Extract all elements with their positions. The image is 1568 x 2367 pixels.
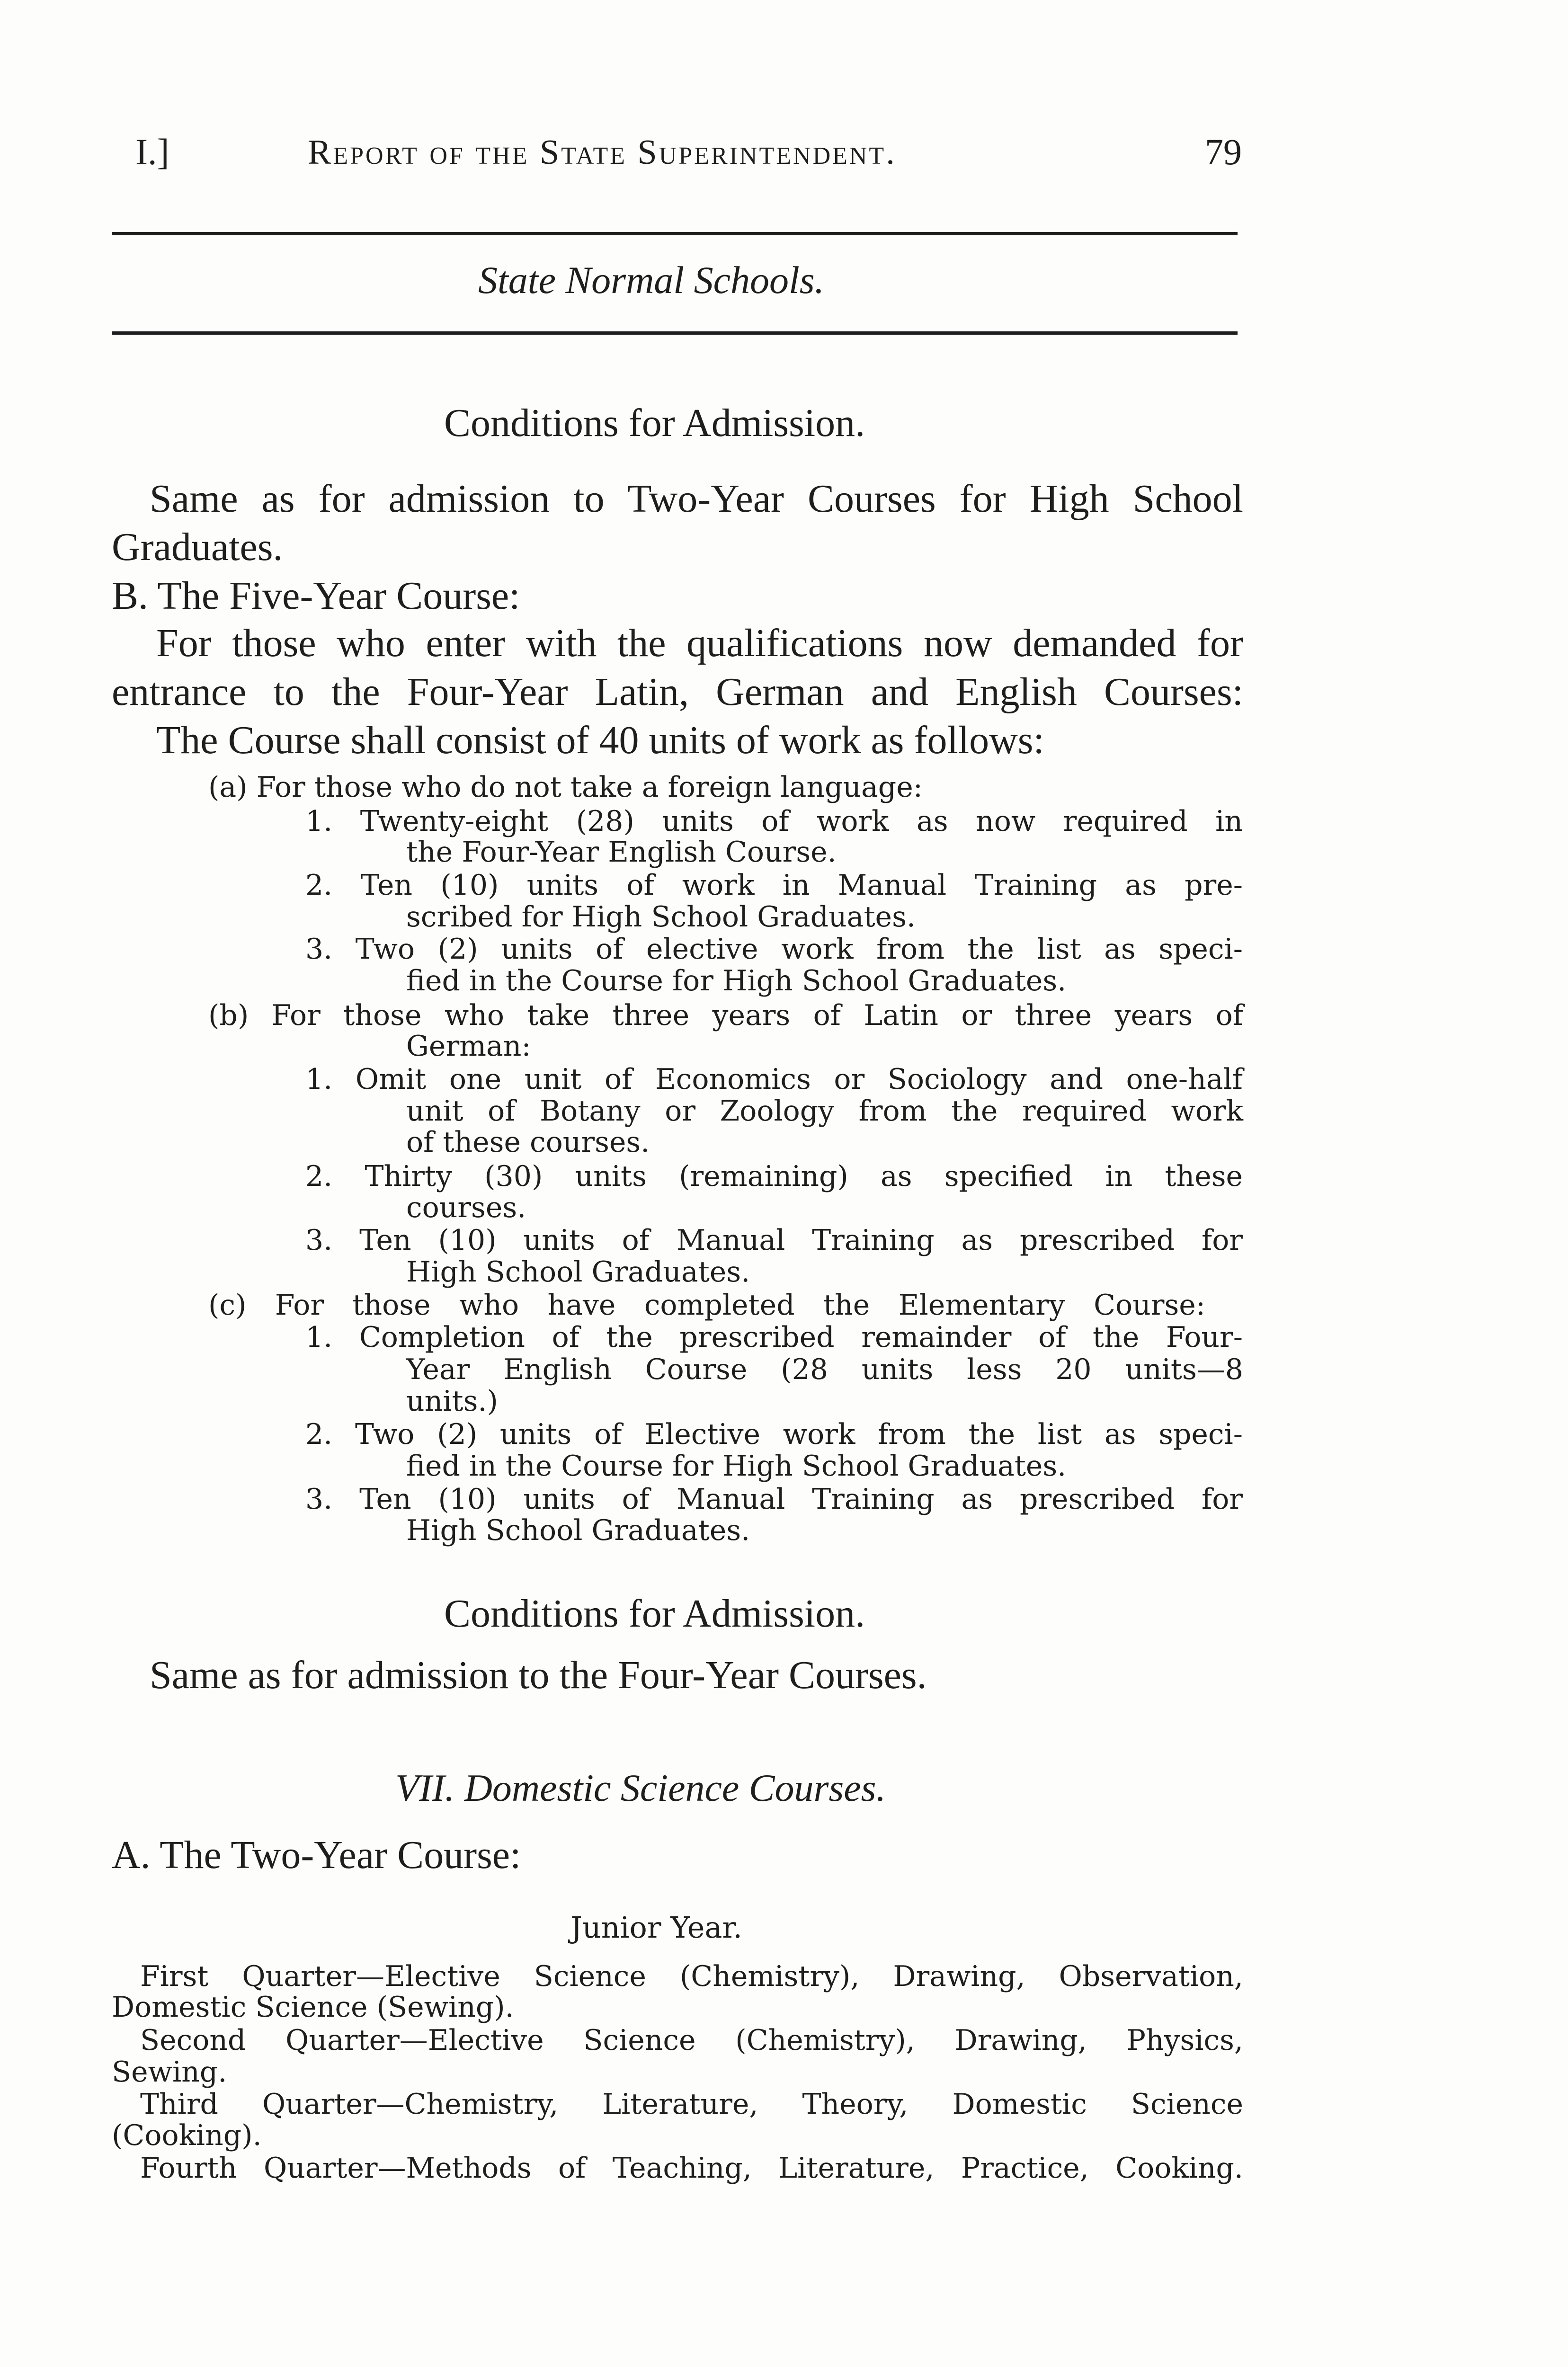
admission-text-1-line1: Same as for admission to Two-Year Courses for High School (150, 477, 1243, 521)
item-a-line: (a) For those who do not take a foreign language: (208, 771, 923, 804)
item-b-line2: German: (406, 1030, 531, 1063)
five-year-intro-line1: For those who enter with the qualifications now demanded for (156, 621, 1243, 665)
item-a-2-line2: scribed for High School Graduates. (406, 900, 916, 934)
five-year-consist: The Course shall consist of 40 units of work as follows: (156, 718, 1044, 762)
junior-year-heading: Junior Year. (570, 1910, 742, 1945)
item-c-3-line1: 3. Ten (10) units of Manual Training as prescribed for (305, 1483, 1243, 1516)
admission-heading-2: Conditions for Admission. (444, 1592, 865, 1636)
third-quarter-line2: (Cooking). (112, 2119, 262, 2152)
header-rule-top (112, 232, 1238, 235)
item-c-3-line2: High School Graduates. (406, 1514, 750, 1547)
item-a-1-line1: 1. Twenty-eight (28) units of work as now required in (305, 805, 1243, 838)
second-quarter-line2: Sewing. (112, 2056, 227, 2089)
admission-text-2: Same as for admission to the Four-Year Courses. (150, 1653, 927, 1697)
first-quarter-line1: First Quarter—Elective Science (Chemistry), Drawing, Observation, (140, 1960, 1243, 1993)
five-year-intro-line2: entrance to the Four-Year Latin, German and English Courses: (112, 670, 1243, 714)
item-c-1-line1: 1. Completion of the prescribed remainder of the Four- (305, 1321, 1243, 1354)
item-b-3-line1: 3. Ten (10) units of Manual Training as prescribed for (305, 1224, 1243, 1257)
header-rule-bottom (112, 331, 1238, 335)
section-title: State Normal Schools. (478, 258, 825, 302)
third-quarter-line1: Third Quarter—Chemistry, Literature, Theory, Domestic Science (140, 2088, 1243, 2121)
domestic-science-heading: VII. Domestic Science Courses. (395, 1766, 886, 1809)
item-a-3-line2: fied in the Course for High School Graduates. (406, 964, 1067, 997)
item-a-1-line2: the Four-Year English Course. (406, 836, 837, 869)
item-b-2-line2: courses. (406, 1191, 526, 1224)
item-c-line: (c) For those who have completed the Elementary Course: (208, 1289, 1205, 1322)
item-a-2-line1: 2. Ten (10) units of work in Manual Training as pre- (305, 869, 1243, 902)
item-b-line1: (b) For those who take three years of Latin or three years of (208, 999, 1243, 1032)
item-a-3-line1: 3. Two (2) units of elective work from the list as speci- (305, 933, 1243, 966)
five-year-heading: B. The Five-Year Course: (112, 574, 520, 618)
item-c-2-line1: 2. Two (2) units of Elective work from the list as speci- (305, 1418, 1243, 1451)
item-c-2-line2: fied in the Course for High School Graduates. (406, 1450, 1067, 1483)
item-b-1-line1: 1. Omit one unit of Economics or Sociology and one-half (305, 1063, 1243, 1096)
item-b-3-line2: High School Graduates. (406, 1255, 750, 1289)
two-year-course-heading: A. The Two-Year Course: (112, 1833, 521, 1877)
header-section: I.] (135, 131, 169, 172)
item-c-1-line2: Year English Course (28 units less 20 units—8 (406, 1353, 1243, 1386)
fourth-quarter-line: Fourth Quarter—Methods of Teaching, Literature, Practice, Cooking. (140, 2152, 1243, 2185)
item-c-1-line3: units.) (406, 1385, 498, 1418)
item-b-1-line2: unit of Botany or Zoology from the required work (406, 1095, 1243, 1128)
admission-heading-1: Conditions for Admission. (444, 401, 865, 445)
page-number: 79 (1205, 131, 1242, 172)
running-header-title: Report of the State Superintendent. (308, 133, 897, 172)
admission-text-1-line2: Graduates. (112, 525, 283, 569)
item-b-1-line3: of these courses. (406, 1126, 650, 1159)
item-b-2-line1: 2. Thirty (30) units (remaining) as specified in these (305, 1160, 1243, 1193)
second-quarter-line1: Second Quarter—Elective Science (Chemistry), Drawing, Physics, (140, 2024, 1243, 2057)
first-quarter-line2: Domestic Science (Sewing). (112, 1991, 514, 2024)
